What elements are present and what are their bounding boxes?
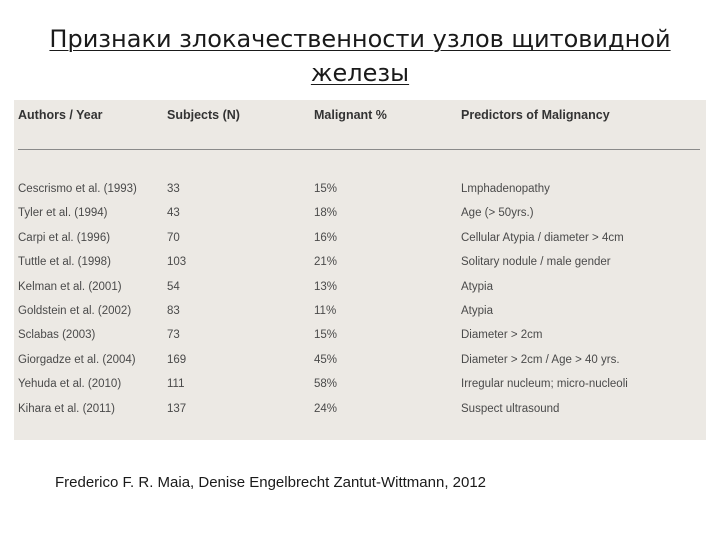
cell-predictors: Irregular nucleum; micro-nucleoli: [461, 378, 628, 391]
header-malignant-percent: Malignant %: [314, 108, 387, 122]
cell-predictors: Diameter > 2cm: [461, 329, 543, 342]
header-predictors: Predictors of Malignancy: [461, 108, 610, 122]
cell-author-year: Tyler et al. (1994): [18, 207, 108, 220]
table-row: [14, 281, 706, 305]
cell-subjects: 73: [167, 329, 180, 342]
header-subjects: Subjects (N): [167, 108, 240, 122]
cell-author-year: Tuttle et al. (1998): [18, 256, 111, 269]
table-row: [14, 305, 706, 329]
cell-author-year: Kihara et al. (2011): [18, 402, 115, 415]
table-row: [14, 354, 706, 378]
malignancy-table: [14, 100, 706, 440]
table-row: [14, 378, 706, 402]
table-row: [14, 329, 706, 353]
cell-author-year: Goldstein et al. (2002): [18, 304, 132, 317]
cell-author-year: Carpi et al. (1996): [18, 231, 111, 244]
cell-predictors: Lmphadenopathy: [461, 183, 550, 195]
cell-malignant-percent: 45%: [314, 353, 338, 366]
cell-author-year: Kelman et al. (2001): [18, 280, 122, 293]
cell-subjects: 169: [167, 353, 187, 366]
cell-subjects: 54: [167, 280, 180, 293]
cell-predictors: Suspect ultrasound: [461, 402, 560, 415]
cell-subjects: 83: [167, 304, 180, 317]
cell-subjects: 70: [167, 231, 180, 244]
cell-malignant-percent: 15%: [314, 183, 338, 195]
cell-malignant-percent: 13%: [314, 280, 338, 293]
cell-subjects: 103: [167, 256, 187, 269]
cell-subjects: 33: [167, 183, 180, 195]
cell-malignant-percent: 11%: [314, 304, 337, 317]
table-body: [14, 183, 706, 427]
cell-malignant-percent: 21%: [314, 256, 338, 269]
table-header-row: [14, 108, 706, 128]
cell-malignant-percent: 15%: [314, 329, 338, 342]
table-row: [14, 207, 706, 231]
cell-subjects: 111: [167, 378, 185, 391]
cell-author-year: Sclabas (2003): [18, 329, 96, 342]
cell-predictors: Atypia: [461, 304, 493, 317]
table-row: [14, 183, 706, 207]
cell-malignant-percent: 24%: [314, 402, 338, 415]
slide-title: Признаки злокачественности узлов щитовидной железы: [49, 25, 671, 87]
cell-predictors: Solitary nodule / male gender: [461, 256, 611, 269]
cell-predictors: Diameter > 2cm / Age > 40 yrs.: [461, 353, 620, 366]
cell-malignant-percent: 16%: [314, 231, 338, 244]
cell-author-year: Yehuda et al. (2010): [18, 378, 122, 391]
citation: Frederico F. R. Maia, Denise Engelbrecht Zantut-Wittmann, 2012: [55, 474, 487, 491]
cell-malignant-percent: 58%: [314, 378, 338, 391]
cell-predictors: Atypia: [461, 280, 493, 293]
header-authors-year: Authors / Year: [18, 108, 103, 122]
cell-predictors: Age (> 50yrs.): [461, 207, 534, 220]
table-row: [14, 256, 706, 280]
cell-author-year: Cescrismo et al. (1993): [18, 183, 137, 195]
cell-author-year: Giorgadze et al. (2004): [18, 353, 136, 366]
cell-predictors: Cellular Atypia / diameter > 4cm: [461, 231, 624, 244]
table-row: [14, 232, 706, 256]
cell-subjects: 137: [167, 402, 187, 415]
table-row: [14, 403, 706, 427]
cell-malignant-percent: 18%: [314, 207, 338, 220]
cell-subjects: 43: [167, 207, 180, 220]
header-divider: [18, 149, 700, 150]
